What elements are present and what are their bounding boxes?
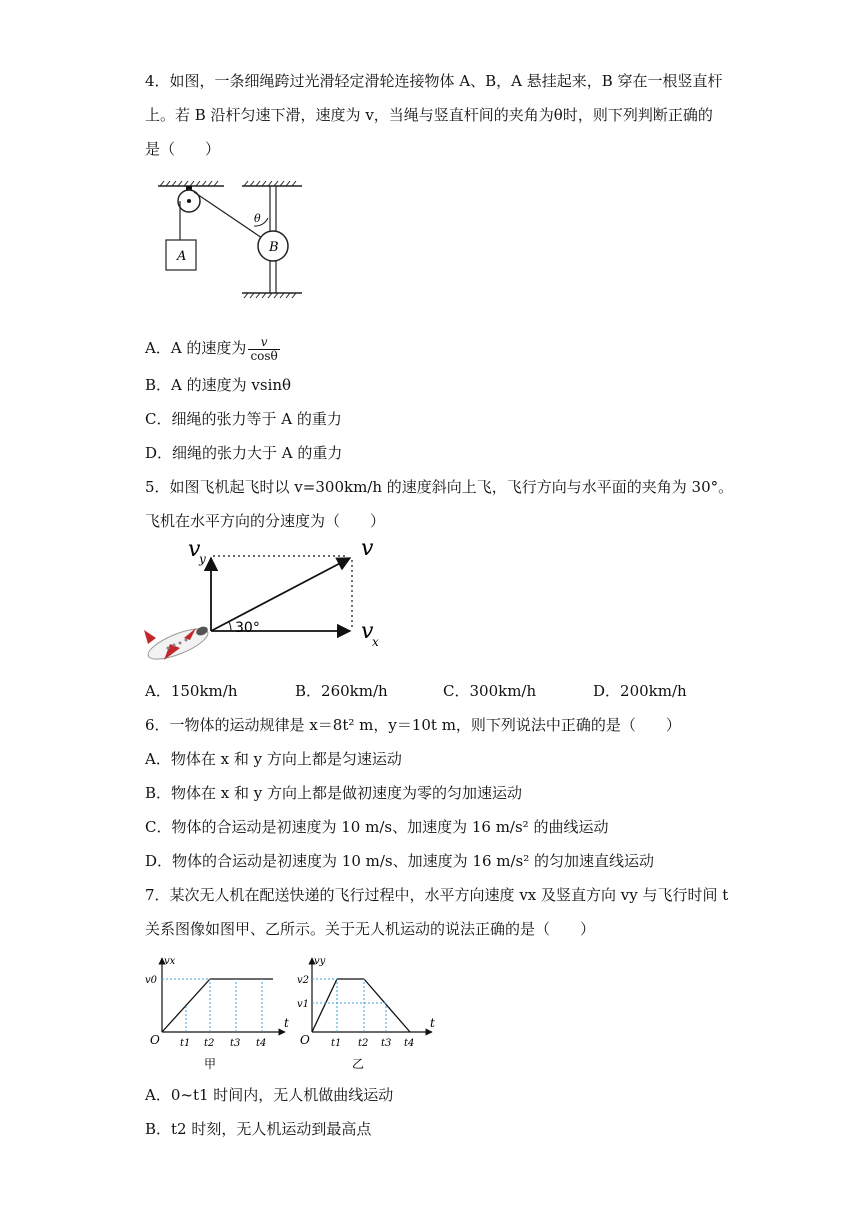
q4-line-2: 上。若 B 沿杆匀速下滑，速度为 v，当绳与竖直杆间的夹角为θ时，则下列判断正确的 [145, 106, 713, 124]
airplane-icon [144, 623, 211, 666]
v-label: v [361, 536, 374, 561]
q5-line-2: 飞机在水平方向的分速度为（ ） [145, 512, 386, 530]
label-b: B [269, 240, 279, 255]
yi-ylabel: vy [314, 956, 326, 967]
yi-t4: t4 [404, 1038, 415, 1049]
jia-t1: t1 [180, 1038, 191, 1049]
q4-line-1: 4．如图，一条细绳跨过光滑轻定滑轮连接物体 A、B，A 悬挂起来，B 穿在一根竖直杆 [145, 72, 723, 90]
jia-ylabel: vx [164, 956, 176, 967]
q5-option-c: C．300km/h [443, 682, 537, 700]
q7-line-2: 关系图像如图甲、乙所示。关于无人机运动的说法正确的是（ ） [145, 920, 596, 938]
q6-option-a: A．物体在 x 和 y 方向上都是匀速运动 [145, 750, 402, 768]
q7-line-1: 7．某次无人机在配送快递的飞行过程中，水平方向速度 vx 及竖直方向 vy 与飞行时间 t [145, 886, 729, 904]
jia-t: t [284, 1016, 289, 1030]
q4-option-c: C．细绳的张力等于 A 的重力 [145, 410, 342, 428]
q5-option-b: B．260km/h [295, 682, 388, 700]
label-theta: θ [254, 212, 261, 225]
yi-t3: t3 [381, 1038, 392, 1049]
graph-jia [145, 956, 289, 1071]
vx-label: v [361, 619, 374, 644]
jia-t2: t2 [204, 1038, 215, 1049]
q4-option-b: B．A 的速度为 vsinθ [145, 376, 292, 394]
jia-v0: v0 [145, 975, 158, 986]
yi-origin: O [300, 1033, 310, 1047]
yi-t2: t2 [358, 1038, 369, 1049]
q6-option-c: C．物体的合运动是初速度为 10 m/s、加速度为 16 m/s² 的曲线运动 [145, 818, 609, 836]
q7-option-b: B．t2 时刻，无人机运动到最高点 [145, 1120, 372, 1138]
vy-subscript: y [199, 552, 206, 566]
graph-yi [297, 956, 435, 1071]
q4-option-a [145, 335, 280, 361]
yi-v1: v1 [297, 999, 310, 1010]
velocity-time-graphs [140, 950, 450, 1075]
jia-caption: 甲 [204, 1057, 217, 1071]
fraction-denominator: cosθ [250, 348, 278, 363]
vx-subscript: x [372, 635, 379, 649]
q6-line-1: 6．一物体的运动规律是 x＝8t² m，y＝10t m，则下列说法中正确的是（ ） [145, 716, 681, 734]
yi-t1: t1 [331, 1038, 342, 1049]
fraction [248, 336, 279, 363]
yi-t: t [430, 1016, 435, 1030]
q5-option-a: A．150km/h [145, 682, 238, 700]
q7-option-a: A．0~t1 时间内，无人机做曲线运动 [145, 1086, 394, 1104]
fraction-numerator: v [248, 336, 279, 350]
q4-line-3: 是（ ） [145, 140, 221, 158]
q6-option-b: B．物体在 x 和 y 方向上都是做初速度为零的匀加速运动 [145, 784, 523, 802]
jia-t4: t4 [256, 1038, 267, 1049]
q5-option-d: D．200km/h [593, 682, 687, 700]
q4-option-d: D．细绳的张力大于 A 的重力 [145, 444, 343, 462]
q6-option-d: D．物体的合运动是初速度为 10 m/s、加速度为 16 m/s² 的匀加速直线运动 [145, 852, 655, 870]
jia-t3: t3 [230, 1038, 241, 1049]
q4-option-a-text: A．A 的速度为 [145, 339, 247, 357]
vy-label: v [188, 537, 201, 562]
label-a: A [177, 249, 187, 264]
q5-line-1: 5．如图飞机起飞时以 v=300km/h 的速度斜向上飞，飞行方向与水平面的夹角为 30°。 [145, 478, 734, 496]
yi-caption: 乙 [352, 1057, 365, 1071]
angle-label: 30° [235, 620, 260, 636]
jia-origin: O [150, 1033, 160, 1047]
yi-v2: v2 [297, 975, 310, 986]
velocity-decomposition-diagram [140, 532, 400, 672]
pulley-diagram [150, 178, 320, 303]
